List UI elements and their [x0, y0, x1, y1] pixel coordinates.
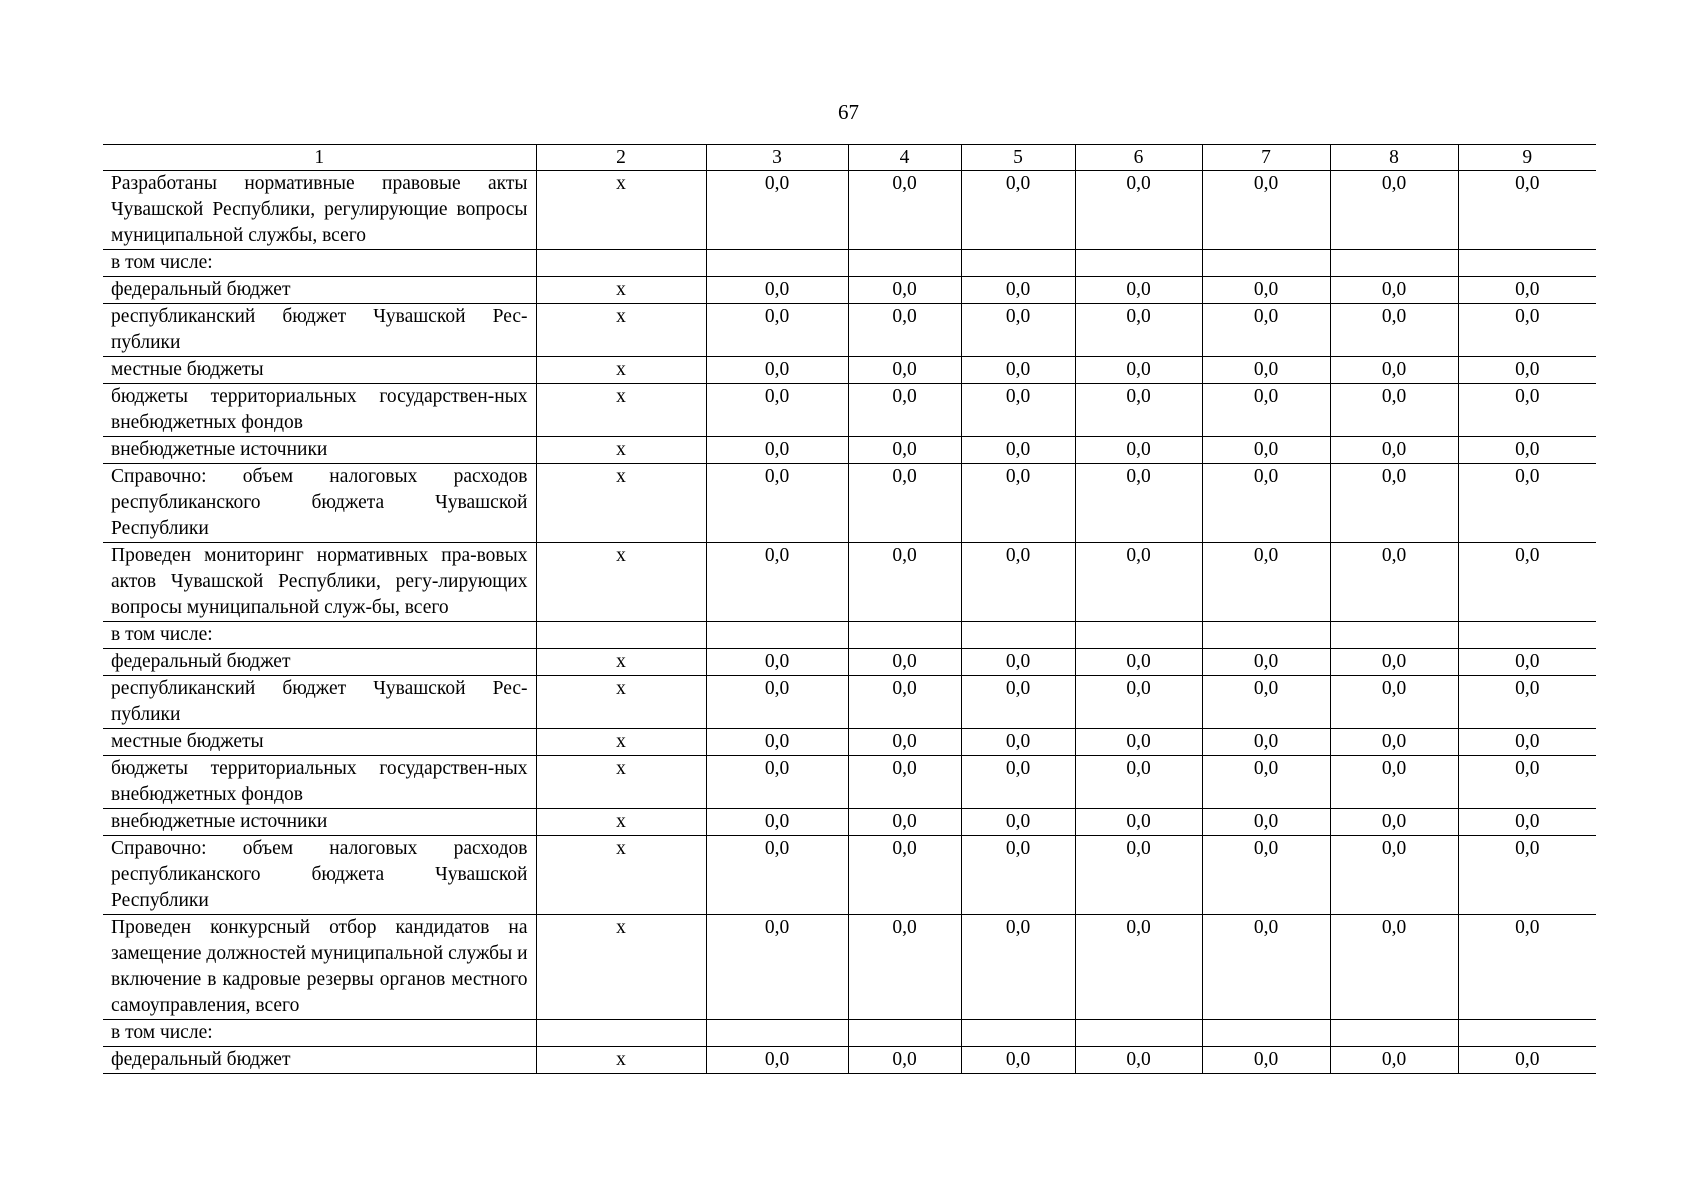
cell-value [1075, 250, 1202, 277]
cell-value: x [536, 1047, 706, 1074]
cell-value: 0,0 [1202, 304, 1330, 357]
cell-value: 0,0 [961, 171, 1075, 250]
cell-value [1458, 622, 1596, 649]
row-label: Проведен мониторинг нормативных пра-вовых актов Чувашской Республики, регу-лирующих вопросы муниципальной служ-бы, всего [103, 543, 536, 622]
row-label: внебюджетные источники [103, 809, 536, 836]
cell-value: 0,0 [848, 915, 961, 1020]
cell-value: 0,0 [961, 543, 1075, 622]
cell-value [1458, 1020, 1596, 1047]
cell-value: 0,0 [1458, 357, 1596, 384]
cell-value: 0,0 [706, 915, 848, 1020]
table-row [103, 729, 1596, 756]
cell-value: 0,0 [1202, 676, 1330, 729]
cell-value: x [536, 357, 706, 384]
cell-value: 0,0 [1202, 384, 1330, 437]
cell-value: x [536, 729, 706, 756]
cell-value: 0,0 [1330, 464, 1458, 543]
table-row [103, 915, 1596, 1020]
cell-value: 0,0 [1330, 915, 1458, 1020]
cell-value: 0,0 [706, 357, 848, 384]
cell-value: 0,0 [1330, 836, 1458, 915]
cell-value: 0,0 [1458, 809, 1596, 836]
row-label: федеральный бюджет [103, 649, 536, 676]
cell-value: x [536, 171, 706, 250]
cell-value: 0,0 [961, 756, 1075, 809]
cell-value: 0,0 [706, 464, 848, 543]
cell-value: 0,0 [1330, 304, 1458, 357]
cell-value: x [536, 304, 706, 357]
cell-value: 0,0 [1330, 543, 1458, 622]
cell-value: x [536, 649, 706, 676]
page-number: 67 [838, 100, 859, 124]
cell-value: 0,0 [1330, 384, 1458, 437]
column-header: 8 [1330, 145, 1458, 171]
cell-value: 0,0 [1075, 277, 1202, 304]
cell-value: 0,0 [706, 809, 848, 836]
cell-value: 0,0 [1330, 1047, 1458, 1074]
cell-value: x [536, 809, 706, 836]
table-row [103, 384, 1596, 437]
cell-value: 0,0 [961, 1047, 1075, 1074]
cell-value: 0,0 [848, 171, 961, 250]
cell-value: x [536, 543, 706, 622]
cell-value: 0,0 [706, 304, 848, 357]
cell-value: 0,0 [1458, 384, 1596, 437]
cell-value: 0,0 [1202, 836, 1330, 915]
cell-value: 0,0 [848, 729, 961, 756]
row-label: республиканский бюджет Чувашской Рес-публики [103, 676, 536, 729]
cell-value [1202, 250, 1330, 277]
cell-value: 0,0 [1075, 384, 1202, 437]
cell-value: 0,0 [1458, 649, 1596, 676]
row-label: Разработаны нормативные правовые акты Чувашской Республики, регулирующие вопросы муниципальной службы, всего [103, 171, 536, 250]
cell-value: 0,0 [1458, 729, 1596, 756]
row-label: федеральный бюджет [103, 277, 536, 304]
cell-value: 0,0 [1202, 1047, 1330, 1074]
cell-value: 0,0 [1075, 437, 1202, 464]
table-row [103, 756, 1596, 809]
cell-value: 0,0 [848, 649, 961, 676]
cell-value [1075, 1020, 1202, 1047]
cell-value: 0,0 [706, 437, 848, 464]
row-label: внебюджетные источники [103, 437, 536, 464]
row-label: федеральный бюджет [103, 1047, 536, 1074]
cell-value: 0,0 [706, 384, 848, 437]
row-label: в том числе: [103, 1020, 536, 1047]
cell-value: 0,0 [961, 836, 1075, 915]
cell-value: 0,0 [1075, 756, 1202, 809]
cell-value: 0,0 [961, 304, 1075, 357]
cell-value: 0,0 [1075, 304, 1202, 357]
cell-value [1202, 1020, 1330, 1047]
cell-value [1330, 250, 1458, 277]
table-row [103, 622, 1596, 649]
cell-value: 0,0 [1075, 915, 1202, 1020]
cell-value: 0,0 [1202, 915, 1330, 1020]
cell-value: 0,0 [961, 809, 1075, 836]
cell-value: 0,0 [706, 543, 848, 622]
row-label: республиканский бюджет Чувашской Рес-публики [103, 304, 536, 357]
cell-value: 0,0 [1330, 729, 1458, 756]
cell-value: x [536, 756, 706, 809]
column-header: 2 [536, 145, 706, 171]
cell-value [961, 250, 1075, 277]
cell-value [536, 1020, 706, 1047]
cell-value: 0,0 [1330, 437, 1458, 464]
cell-value: 0,0 [1075, 543, 1202, 622]
column-header: 1 [103, 145, 536, 171]
cell-value [848, 1020, 961, 1047]
cell-value: 0,0 [1202, 756, 1330, 809]
cell-value [961, 1020, 1075, 1047]
budget-table [103, 144, 1596, 1074]
cell-value [1330, 622, 1458, 649]
cell-value: 0,0 [706, 649, 848, 676]
cell-value: 0,0 [961, 437, 1075, 464]
row-label: бюджеты территориальных государствен-ных внебюджетных фондов [103, 384, 536, 437]
cell-value: 0,0 [1075, 649, 1202, 676]
cell-value: 0,0 [1458, 277, 1596, 304]
cell-value: 0,0 [1330, 676, 1458, 729]
header-row [103, 145, 1596, 171]
cell-value: 0,0 [1330, 357, 1458, 384]
cell-value: x [536, 915, 706, 1020]
cell-value: 0,0 [1075, 729, 1202, 756]
cell-value: 0,0 [1458, 756, 1596, 809]
cell-value: 0,0 [1458, 304, 1596, 357]
cell-value: 0,0 [961, 464, 1075, 543]
row-label: Справочно: объем налоговых расходов республиканского бюджета Чувашской Республики [103, 836, 536, 915]
cell-value: x [536, 384, 706, 437]
cell-value [848, 622, 961, 649]
cell-value [706, 1020, 848, 1047]
cell-value: 0,0 [1458, 171, 1596, 250]
cell-value: 0,0 [1202, 277, 1330, 304]
cell-value [961, 622, 1075, 649]
column-header: 6 [1075, 145, 1202, 171]
cell-value [706, 250, 848, 277]
row-label: Справочно: объем налоговых расходов республиканского бюджета Чувашской Республики [103, 464, 536, 543]
cell-value [848, 250, 961, 277]
cell-value [1330, 1020, 1458, 1047]
cell-value: 0,0 [706, 171, 848, 250]
cell-value: 0,0 [1075, 1047, 1202, 1074]
cell-value [1202, 622, 1330, 649]
cell-value: 0,0 [961, 729, 1075, 756]
cell-value: 0,0 [1330, 649, 1458, 676]
cell-value: 0,0 [1458, 1047, 1596, 1074]
cell-value [1075, 622, 1202, 649]
cell-value: 0,0 [706, 277, 848, 304]
table-row [103, 809, 1596, 836]
cell-value: x [536, 676, 706, 729]
cell-value: 0,0 [1075, 171, 1202, 250]
cell-value: 0,0 [848, 464, 961, 543]
table-row [103, 304, 1596, 357]
cell-value [536, 250, 706, 277]
cell-value: x [536, 437, 706, 464]
cell-value: 0,0 [1202, 649, 1330, 676]
table-row [103, 543, 1596, 622]
cell-value: 0,0 [848, 756, 961, 809]
cell-value: 0,0 [961, 277, 1075, 304]
table-row [103, 464, 1596, 543]
cell-value: 0,0 [848, 809, 961, 836]
table-row [103, 437, 1596, 464]
row-label: в том числе: [103, 250, 536, 277]
cell-value: 0,0 [848, 437, 961, 464]
cell-value: x [536, 464, 706, 543]
cell-value: 0,0 [1202, 543, 1330, 622]
cell-value: 0,0 [848, 357, 961, 384]
cell-value [706, 622, 848, 649]
cell-value: 0,0 [1075, 809, 1202, 836]
cell-value: 0,0 [1075, 464, 1202, 543]
table-row [103, 649, 1596, 676]
cell-value: 0,0 [1330, 809, 1458, 836]
cell-value: 0,0 [706, 756, 848, 809]
column-header: 3 [706, 145, 848, 171]
row-label: местные бюджеты [103, 729, 536, 756]
row-label: бюджеты территориальных государствен-ных внебюджетных фондов [103, 756, 536, 809]
column-header: 4 [848, 145, 961, 171]
cell-value: 0,0 [1330, 756, 1458, 809]
cell-value: 0,0 [1458, 464, 1596, 543]
cell-value: 0,0 [1202, 357, 1330, 384]
cell-value: 0,0 [848, 543, 961, 622]
cell-value: 0,0 [961, 384, 1075, 437]
column-header: 5 [961, 145, 1075, 171]
cell-value: 0,0 [1202, 171, 1330, 250]
cell-value: 0,0 [848, 384, 961, 437]
table-row [103, 1047, 1596, 1074]
cell-value: 0,0 [1330, 171, 1458, 250]
table-row [103, 836, 1596, 915]
cell-value: 0,0 [1202, 809, 1330, 836]
row-label: местные бюджеты [103, 357, 536, 384]
cell-value: 0,0 [1458, 915, 1596, 1020]
column-header: 7 [1202, 145, 1330, 171]
cell-value: 0,0 [1202, 437, 1330, 464]
cell-value: 0,0 [961, 915, 1075, 1020]
table-row [103, 676, 1596, 729]
cell-value: 0,0 [1202, 729, 1330, 756]
cell-value: 0,0 [1075, 836, 1202, 915]
cell-value: 0,0 [848, 304, 961, 357]
table-row [103, 357, 1596, 384]
cell-value: 0,0 [1458, 543, 1596, 622]
cell-value: 0,0 [706, 676, 848, 729]
cell-value: 0,0 [848, 277, 961, 304]
cell-value: 0,0 [706, 729, 848, 756]
cell-value: 0,0 [848, 836, 961, 915]
cell-value: 0,0 [848, 676, 961, 729]
cell-value: x [536, 277, 706, 304]
cell-value: x [536, 836, 706, 915]
cell-value: 0,0 [706, 1047, 848, 1074]
cell-value: 0,0 [1458, 836, 1596, 915]
table-row [103, 277, 1596, 304]
cell-value [536, 622, 706, 649]
cell-value: 0,0 [961, 357, 1075, 384]
table-row [103, 1020, 1596, 1047]
table-body [103, 145, 1596, 1074]
cell-value: 0,0 [1075, 676, 1202, 729]
cell-value: 0,0 [961, 649, 1075, 676]
row-label: Проведен конкурсный отбор кандидатов на замещение должностей муниципальной службы и включение в кадровые резервы органов местного самоуправления, всего [103, 915, 536, 1020]
row-label: в том числе: [103, 622, 536, 649]
table-row [103, 171, 1596, 250]
table-row [103, 250, 1596, 277]
cell-value: 0,0 [706, 836, 848, 915]
cell-value: 0,0 [1458, 676, 1596, 729]
cell-value: 0,0 [1330, 277, 1458, 304]
cell-value [1458, 250, 1596, 277]
column-header: 9 [1458, 145, 1596, 171]
cell-value: 0,0 [1458, 437, 1596, 464]
cell-value: 0,0 [1075, 357, 1202, 384]
cell-value: 0,0 [1202, 464, 1330, 543]
cell-value: 0,0 [961, 676, 1075, 729]
cell-value: 0,0 [848, 1047, 961, 1074]
